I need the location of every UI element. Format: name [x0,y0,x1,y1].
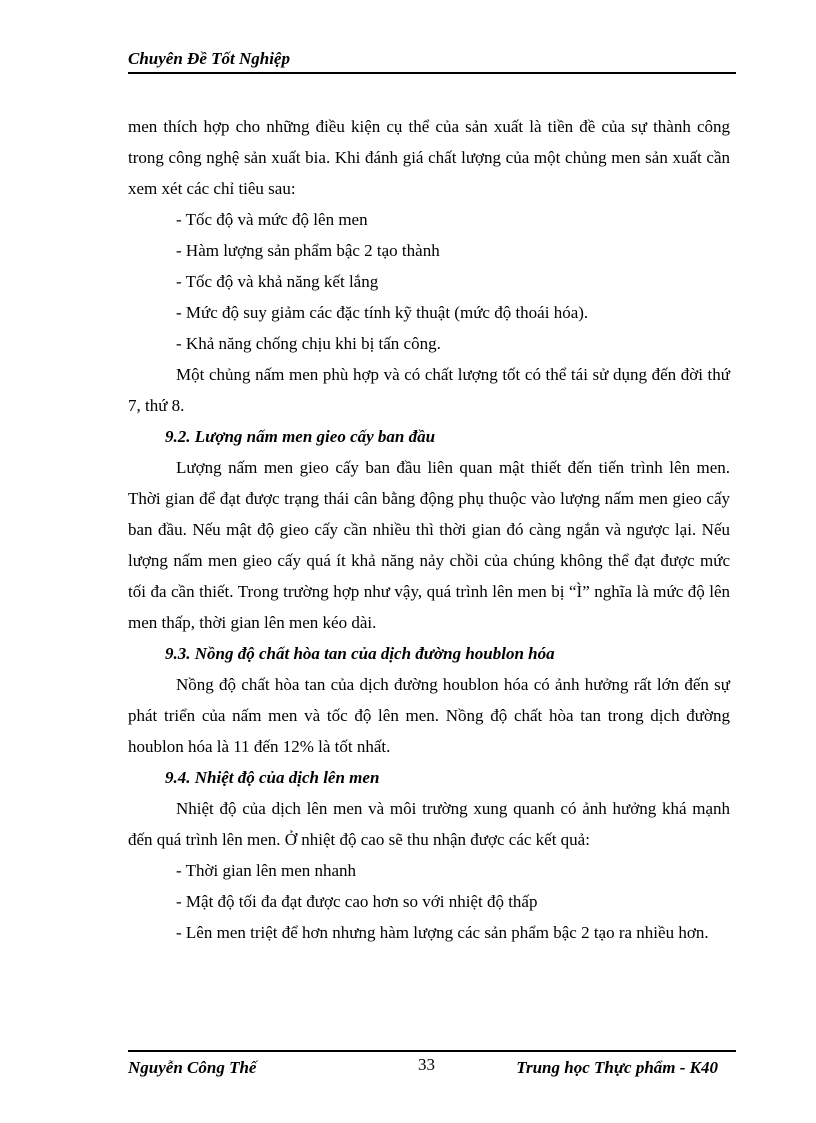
footer-school: Trung học Thực phẩm - K40 [516,1058,718,1077]
header-title: Chuyên Đề Tốt Nghiệp [128,49,290,68]
paragraph-yeast-selection: men thích hợp cho những điều kiện cụ thể của sản xuất là tiền đề của sự thành công trong công nghệ sản xuất bia. Khi đánh giá chất lượng của một chủng men sản xuất cần xem xét các chỉ tiêu sau: [128,117,730,198]
footer-author: Nguyễn Công Thế [128,1058,257,1077]
section-heading-9-4: 9.4. Nhiệt độ của dịch lên men [165,768,380,787]
section-heading-9-2: 9.2. Lượng nấm men gieo cấy ban đầu [165,427,436,446]
page-header [128,46,736,74]
page-body [128,111,730,948]
list-item: - Hàm lượng sản phẩm bậc 2 tạo thành [176,241,440,260]
list-item: - Khả năng chống chịu khi bị tấn công. [176,334,441,353]
list-item: - Mức độ suy giảm các đặc tính kỹ thuật (mức độ thoái hóa). [176,303,589,322]
list-item: - Thời gian lên men nhanh [176,861,357,880]
page-number: 33 [418,1055,435,1074]
list-item: - Tốc độ và mức độ lên men [176,210,368,229]
paragraph-fermentation-result: - Lên men triệt để hơn nhưng hàm lượng các sản phẩm bậc 2 tạo ra nhiều hơn. [176,923,709,942]
section-heading-9-3: 9.3. Nồng độ chất hòa tan của dịch đường houblon hóa [165,644,555,663]
paragraph-reuse: Một chủng nấm men phù hợp và có chất lượng tốt có thể tái sử dụng đến đời thứ 7, thứ 8. [128,365,730,415]
page-footer [128,1050,736,1082]
paragraph-inoculum: Lượng nấm men gieo cấy ban đầu liên quan mật thiết đến tiến trình lên men. Thời gian để đạt được trạng thái cân bằng động phụ thuộc vào lượng nấm men gieo cấy ban đầu. Nếu mật độ gieo cấy cần nhiều thì thời gian đó càng ngắn và ngược lại. Nếu lượng nấm men gieo cấy quá ít khả năng nảy chồi của chúng không thể đạt được mức tối đa cần thiết. Trong trường hợp như vậy, quá trình lên men bị “Ì” nghĩa là mức độ lên men thấp, thời gian lên men kéo dài. [128,458,730,632]
paragraph-concentration: Nồng độ chất hòa tan của dịch đường houblon hóa có ảnh hưởng rất lớn đến sự phát triển của nấm men và tốc độ lên men. Nồng độ chất hòa tan trong dịch đường houblon hóa là 11 đến 12% là tốt nhất. [128,675,730,756]
list-item: - Mật độ tối đa đạt được cao hơn so với nhiệt độ thấp [176,892,538,911]
paragraph-temperature: Nhiệt độ của dịch lên men và môi trường xung quanh có ảnh hưởng khá mạnh đến quá trình lên men. Ở nhiệt độ cao sẽ thu nhận được các kết quả: [128,799,730,849]
list-item: - Tốc độ và khả năng kết lắng [176,272,379,291]
